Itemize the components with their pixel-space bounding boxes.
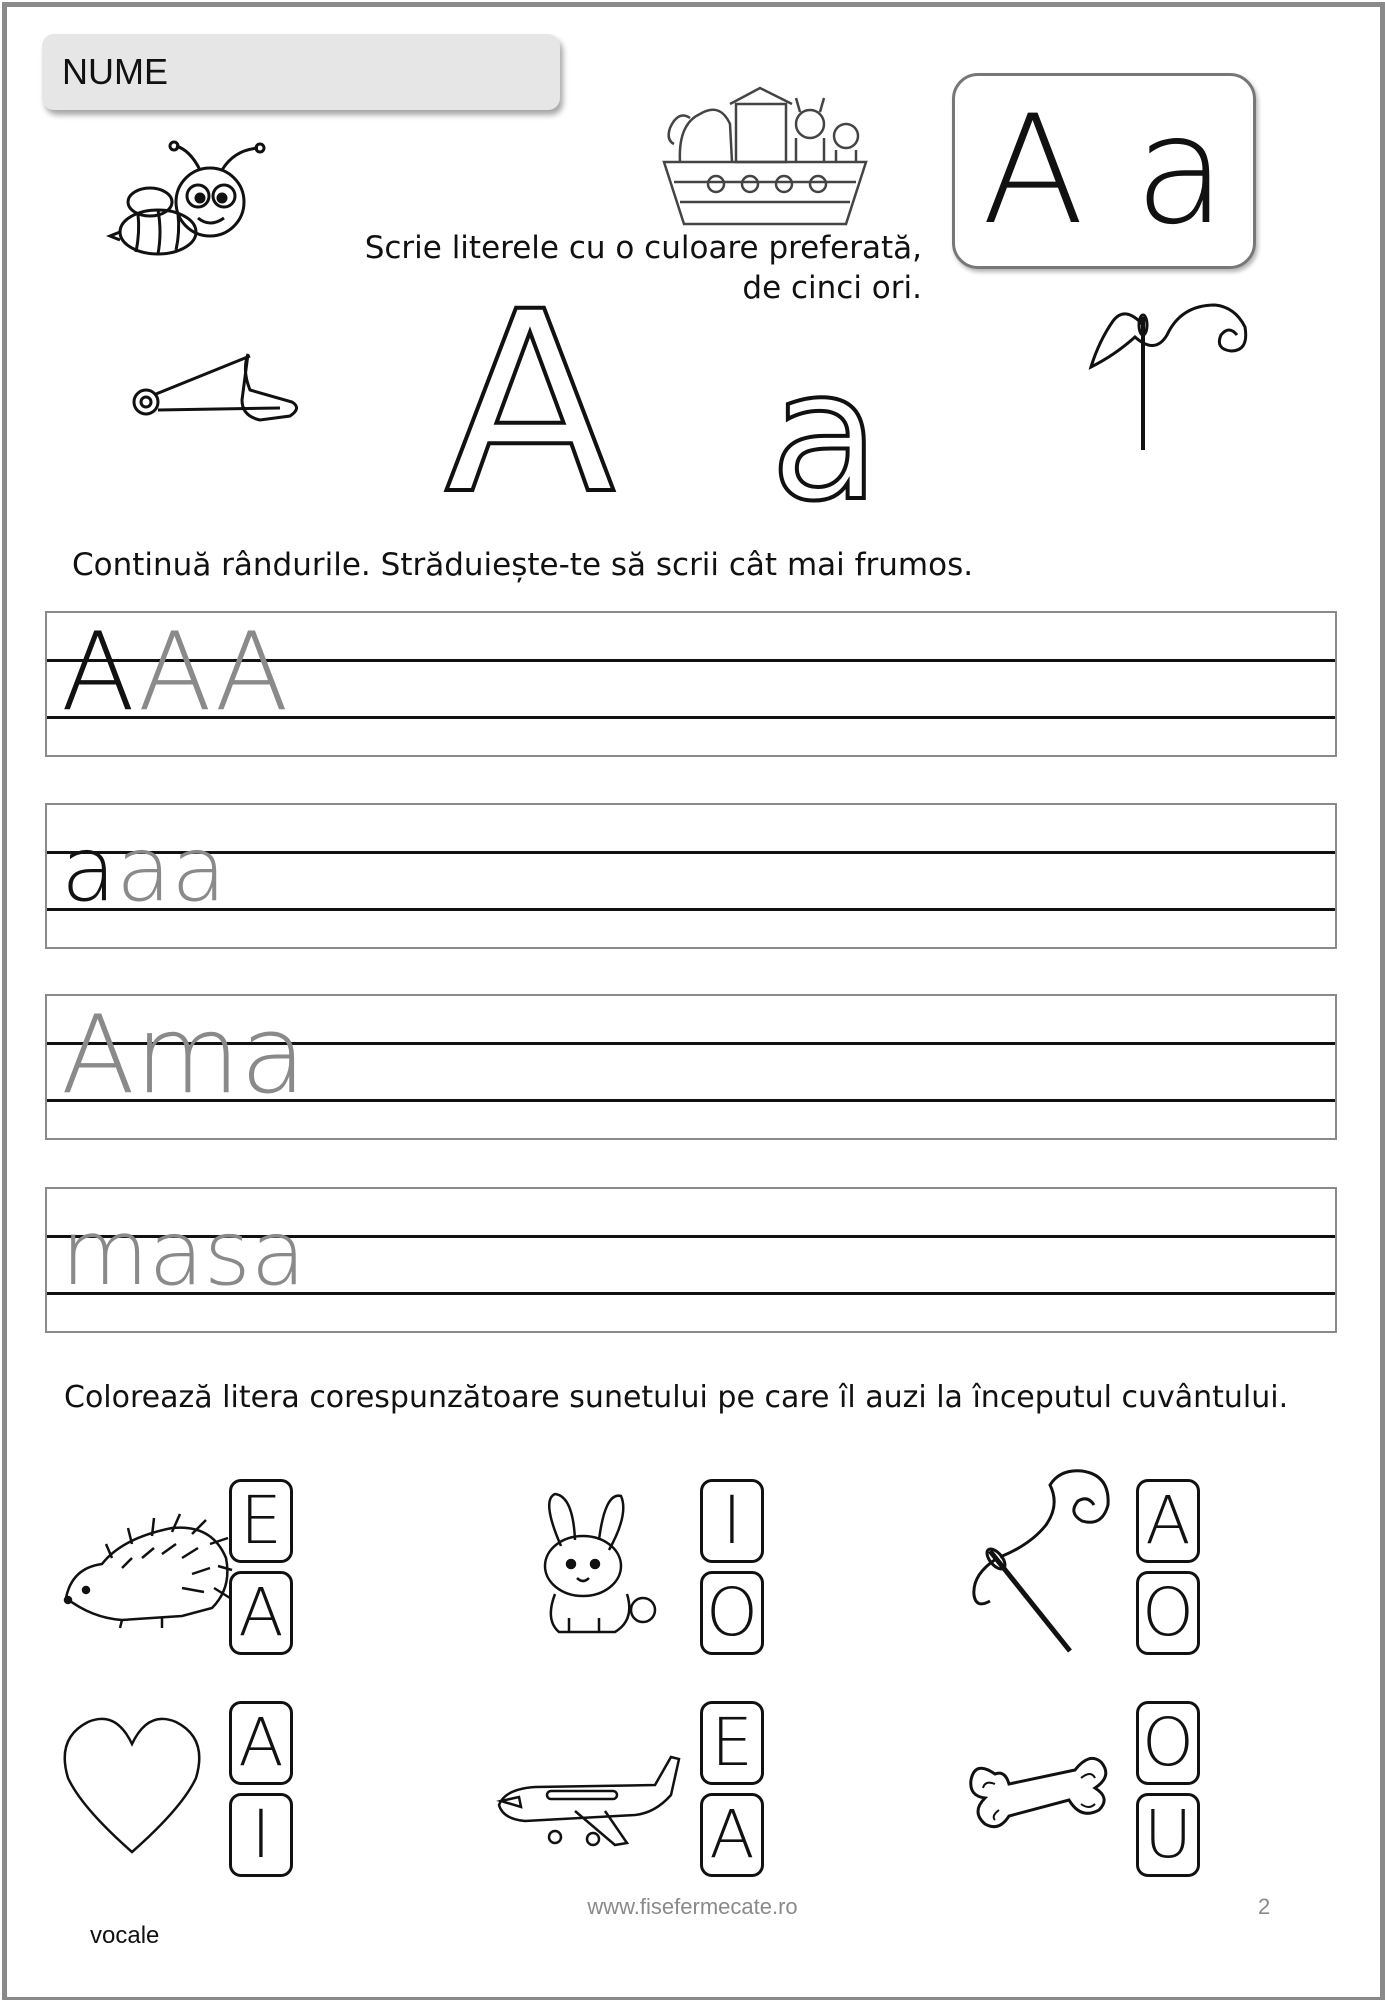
writing-row-2[interactable] [45, 803, 1337, 949]
needle-picture [970, 1465, 1140, 1655]
page-number: 2 [1258, 1894, 1271, 1919]
letter-tile[interactable]: A [700, 1793, 764, 1877]
writing-row-2-trace: aa [116, 817, 227, 922]
letter-tile[interactable]: E [229, 1479, 293, 1563]
uppercase-letter: A [981, 84, 1085, 258]
writing-row-2-model: a [61, 817, 117, 922]
writing-instruction: Continuă rândurile. Străduiește-te să scrii cât mai frumos. [72, 547, 974, 583]
letter-pair [955, 76, 1253, 266]
safety-pin-picture [130, 350, 300, 430]
writing-row-1-trace: AA [137, 610, 289, 735]
letter-tile[interactable]: I [700, 1479, 764, 1563]
writing-row-3-text [61, 993, 307, 1118]
coloring-instruction: Colorează litera corespunzătoare sunetului pe care îl auzi la începutul cuvântului. [64, 1380, 1289, 1415]
letter-tile[interactable]: E [700, 1701, 764, 1785]
bone-picture [965, 1750, 1115, 1840]
writing-row-4-trace: masa [61, 1201, 306, 1306]
letter-display-box [952, 73, 1256, 269]
intro-line-2: de cinci ori. [742, 270, 922, 306]
letter-tile[interactable]: I [229, 1793, 293, 1877]
letter-tile[interactable]: O [1136, 1701, 1200, 1785]
airplane-picture [495, 1755, 685, 1855]
writing-row-4[interactable] [45, 1187, 1337, 1333]
lowercase-letter: a [1134, 84, 1227, 258]
name-box[interactable] [42, 34, 560, 110]
needle-thread-picture [1085, 295, 1275, 455]
letter-tile[interactable]: U [1136, 1793, 1200, 1877]
writing-row-4-text [61, 1201, 306, 1306]
letter-tile[interactable]: A [229, 1571, 293, 1655]
outline-lowercase-text: a [769, 332, 881, 541]
outline-uppercase-text: A [444, 258, 616, 549]
letter-tile[interactable]: A [229, 1701, 293, 1785]
writing-row-1-model: A [61, 610, 138, 735]
writing-row-midline [47, 851, 1335, 911]
letter-tile[interactable]: O [700, 1571, 764, 1655]
intro-instruction [322, 228, 922, 308]
bee-picture [110, 140, 270, 270]
name-label: NUME [62, 51, 168, 92]
writing-row-1-text [61, 610, 289, 735]
writing-row-3-trace: Ama [61, 993, 307, 1118]
writing-row-3[interactable] [45, 994, 1337, 1140]
bunny-picture [525, 1490, 665, 1640]
letter-tile[interactable]: O [1136, 1571, 1200, 1655]
intro-line-1: Scrie literele cu o culoare preferată, [364, 230, 922, 266]
hedgehog-picture [62, 1508, 232, 1628]
outline-lowercase-letter [750, 332, 900, 541]
footer-url: www.fisefermecate.ro [587, 1894, 798, 1919]
writing-row-1[interactable] [45, 611, 1337, 757]
heart-picture [62, 1708, 202, 1858]
noahs-ark-picture [660, 84, 870, 234]
letter-tile[interactable]: A [1136, 1479, 1200, 1563]
outline-uppercase-letter [444, 258, 616, 549]
writing-row-2-text [61, 817, 227, 922]
category-label: vocale [90, 1922, 160, 1949]
